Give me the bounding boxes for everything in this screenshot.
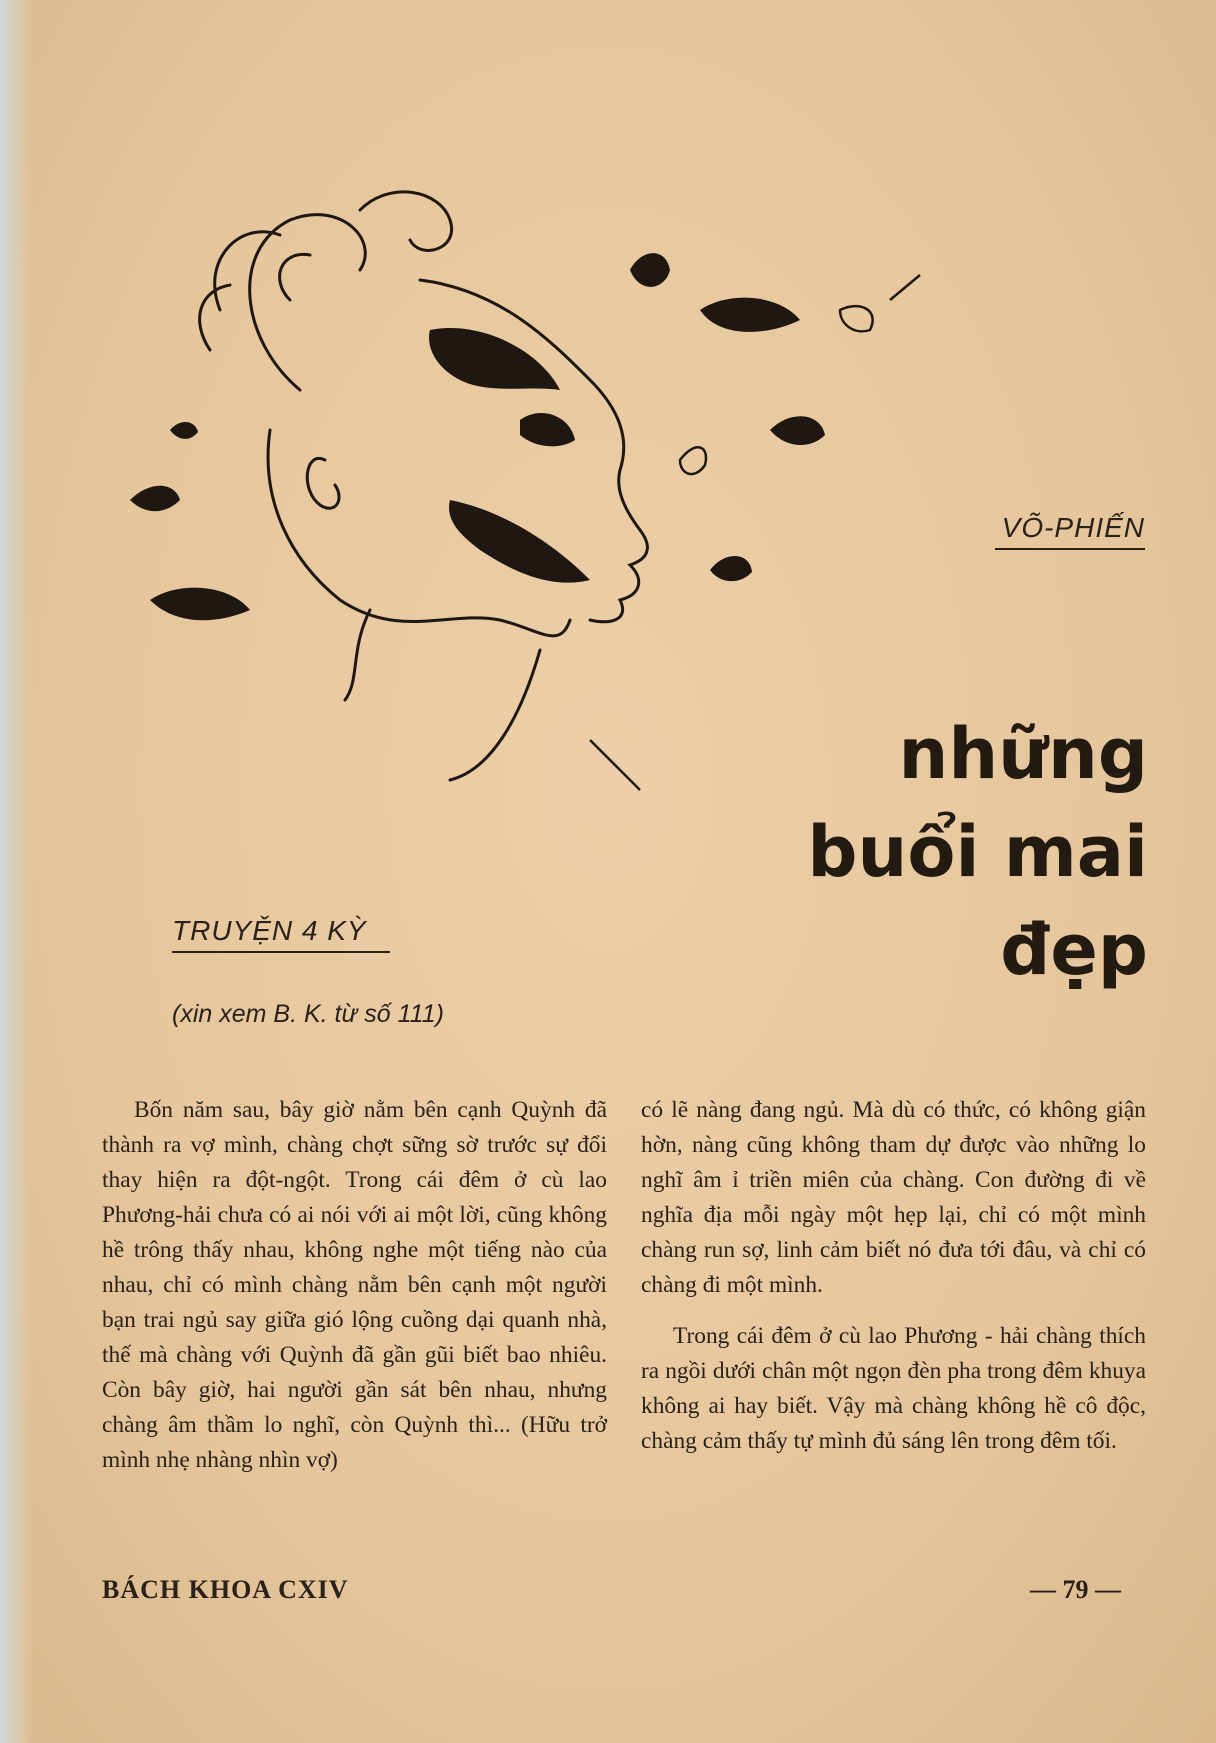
issue-reference: (xin xem B. K. từ số 111) xyxy=(172,1000,444,1028)
title-line: những xyxy=(898,713,1148,795)
magazine-name: BÁCH KHOA CXIV xyxy=(102,1575,349,1604)
story-title xyxy=(728,705,1148,999)
text-column-right xyxy=(641,1093,1146,1459)
paragraph: Trong cái đêm ở cù lao Phương - hải chàng thích ra ngồi dưới chân một ngọn đèn pha trong đêm khuya không ai hay biết. Vậy mà chàng không hề cô độc, chàng cảm thấy tự mình đủ sáng lên trong đêm tối. xyxy=(641,1323,1146,1454)
title-line: đẹp xyxy=(1000,909,1148,991)
text-column-left xyxy=(102,1093,607,1478)
author-name: VÕ-PHIẾN xyxy=(995,512,1145,550)
series-label: TRUYỆN 4 KỲ xyxy=(172,915,390,953)
title-line: buổi mai xyxy=(807,811,1148,893)
page-number: — 79 — xyxy=(1030,1575,1121,1604)
paragraph: Bốn năm sau, bây giờ nằm bên cạnh Quỳnh đã thành ra vợ mình, chàng chợt sững sờ trước sự đổi thay hiện ra đột-ngột. Trong cái đêm ở cù lao Phương-hải chưa có ai nói với ai một lời, cũng không hề trông thấy nhau, không nghe một tiếng nào của nhau, chỉ có mình chàng nằm bên cạnh một người bạn trai ngủ say giữa gió lộng cuồng dại quanh nhà, thế mà chàng với Quỳnh đã gần gũi biết bao nhiêu. Còn bây giờ, hai người gần sát bên nhau, nhưng chàng âm thầm lo nghĩ, còn Quỳnh thì... (Hữu trở mình nhẹ nhàng nhìn vợ) xyxy=(102,1097,607,1473)
paragraph: có lẽ nàng đang ngủ. Mà dù có thức, có không giận hờn, nàng cũng không tham dự được vào những lo nghĩ âm ỉ triền miên của chàng. Con đường đi về nghĩa địa mỗi ngày một hẹp lại, chỉ có một mình chàng run sợ, linh cảm biết nó đưa tới đâu, và chỉ có chàng đi một mình. xyxy=(641,1097,1146,1298)
torn-page-edge xyxy=(0,0,34,1743)
